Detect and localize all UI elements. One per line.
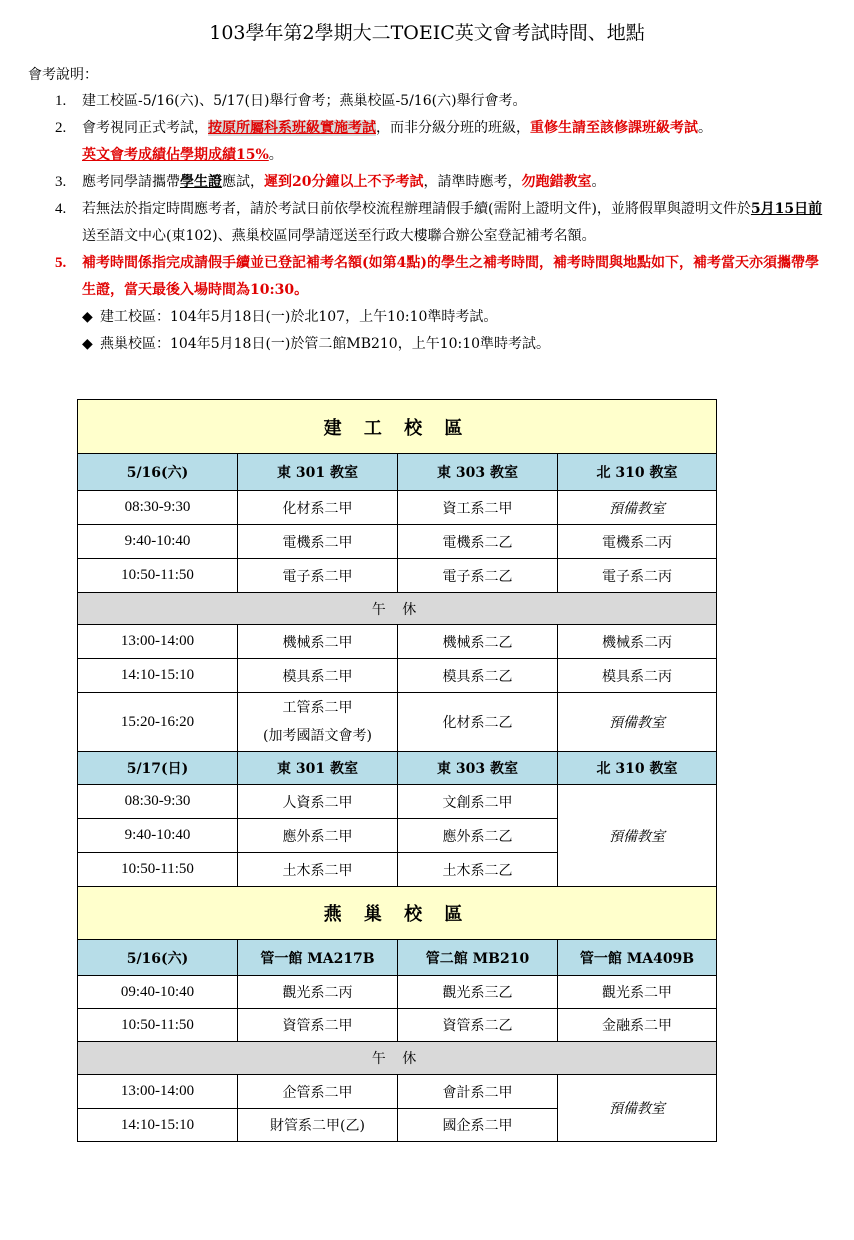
time-cell: 9:40-10:40: [78, 525, 238, 559]
note-number: 2.: [55, 120, 67, 136]
note-3: [55, 169, 825, 196]
note-text: [82, 169, 825, 196]
schedule-table: [77, 399, 717, 1142]
makeup-jiangong: [55, 304, 825, 331]
makeup-text: 燕巢校區：104年5月18日(一)於管二館MB210，上午10:10準時考試。: [100, 336, 551, 352]
class-cell: 機械系二乙: [398, 625, 558, 659]
note-4: [55, 196, 825, 250]
room-header: 管一館 MA217B: [238, 940, 398, 976]
table-row: [78, 976, 717, 1009]
class-cell: 電子系二甲: [238, 559, 398, 593]
class-cell: 模具系二甲: [238, 659, 398, 693]
time-cell: 08:30-9:30: [78, 491, 238, 525]
header-row: [78, 752, 717, 785]
class-cell: 資管系二乙: [398, 1009, 558, 1042]
time-cell: 13:00-14:00: [78, 625, 238, 659]
note-emphasis: 遲到20分鐘以上不予考試: [264, 174, 424, 190]
intro-label: 會考說明：: [28, 67, 98, 83]
spare-room-cell: 預備教室: [558, 1075, 717, 1142]
table-row: [78, 491, 717, 525]
class-cell: 模具系二乙: [398, 659, 558, 693]
table-row: [78, 659, 717, 693]
date-header: 5/16(六): [78, 454, 238, 491]
class-cell: 企管系二甲: [238, 1075, 398, 1109]
room-header: 東 303 教室: [398, 454, 558, 491]
note-text: [82, 115, 825, 169]
note-segment: ，請準時應考，: [423, 174, 522, 190]
diamond-bullet-icon: ◆: [82, 309, 93, 325]
time-cell: 09:40-10:40: [78, 976, 238, 1009]
class-cell: 國企系二甲: [398, 1109, 558, 1142]
room-header: 東 301 教室: [238, 454, 398, 491]
date-header: 5/17(日): [78, 752, 238, 785]
class-cell: 預備教室: [558, 491, 717, 525]
time-cell: 14:10-15:10: [78, 659, 238, 693]
header-row: [78, 454, 717, 491]
class-cell: 文創系二甲: [398, 785, 558, 819]
class-cell: 化材系二乙: [398, 693, 558, 752]
class-cell: 應外系二乙: [398, 819, 558, 853]
page-title: 103學年第2學期大二TOEIC英文會考試時間、地點: [209, 22, 645, 44]
class-cell: 電子系二乙: [398, 559, 558, 593]
note-text: 建工校區-5/16(六)、5/17(日)舉行會考；燕巢校區-5/16(六)舉行會考。: [82, 93, 527, 109]
time-cell: 10:50-11:50: [78, 853, 238, 887]
note-segment: 。: [698, 120, 712, 136]
note-number: 3.: [55, 174, 67, 190]
lunch-label: 午 休: [78, 1042, 717, 1075]
room-header: 管二館 MB210: [398, 940, 558, 976]
note-number: 4.: [55, 201, 67, 217]
campus-title: 燕 巢 校 區: [78, 887, 717, 940]
class-cell: 人資系二甲: [238, 785, 398, 819]
lunch-row: [78, 593, 717, 625]
note-segment: 。: [591, 174, 606, 190]
time-cell: 9:40-10:40: [78, 819, 238, 853]
class-cell: 資工系二甲: [398, 491, 558, 525]
time-cell: 14:10-15:10: [78, 1109, 238, 1142]
date-header: 5/16(六): [78, 940, 238, 976]
table-row: [78, 1009, 717, 1042]
time-cell: 10:50-11:50: [78, 1009, 238, 1042]
note-segment: 應試，: [222, 174, 264, 190]
note-segment: 送至語文中心(東102)、燕巢校區同學請逕送至行政大樓聯合辦公室登記補考名額。: [82, 228, 596, 244]
note-segment: 應考同學請攜帶: [82, 174, 180, 190]
class-cell: 化材系二甲: [238, 491, 398, 525]
table-row: [78, 785, 717, 819]
note-text: [82, 196, 825, 250]
class-cell: 資管系二甲: [238, 1009, 398, 1042]
note-emphasis: 勿跑錯教室: [521, 174, 592, 190]
note-emphasis: 按原所屬科系班級實施考試: [208, 120, 376, 136]
class-cell: 土木系二甲: [238, 853, 398, 887]
table-row: [78, 625, 717, 659]
class-cell: 觀光系二丙: [238, 976, 398, 1009]
class-cell: 觀光系二甲: [558, 976, 717, 1009]
lunch-row: [78, 1042, 717, 1075]
note-2: [55, 115, 825, 169]
note-number: 1.: [55, 93, 67, 109]
class-cell: 模具系二丙: [558, 659, 717, 693]
makeup-yanchao: [55, 331, 825, 358]
note-number: 5.: [55, 255, 67, 271]
class-cell: [238, 693, 398, 752]
note-emphasis: 學生證: [180, 174, 222, 190]
room-header: 東 303 教室: [398, 752, 558, 785]
time-cell: 10:50-11:50: [78, 559, 238, 593]
class-cell: 電子系二丙: [558, 559, 717, 593]
room-header: 管一館 MA409B: [558, 940, 717, 976]
time-cell: 13:00-14:00: [78, 1075, 238, 1109]
class-name: 工管系二甲: [282, 700, 353, 716]
class-cell: 預備教室: [558, 693, 717, 752]
campus-title: 建 工 校 區: [78, 400, 717, 454]
note-emphasis: 英文會考成績佔學期成績15%: [82, 147, 269, 163]
class-note: (加考國語文會考): [263, 728, 372, 744]
class-cell: 土木系二乙: [398, 853, 558, 887]
note-emphasis: 5月15日前: [750, 201, 823, 217]
campus-header-yanchao: [78, 887, 717, 940]
header-row: [78, 940, 717, 976]
makeup-text: 建工校區：104年5月18日(一)於北107，上午10:10準時考試。: [100, 309, 498, 325]
class-cell: 電機系二甲: [238, 525, 398, 559]
time-cell: 15:20-16:20: [78, 693, 238, 752]
notes-list: [55, 88, 825, 358]
note-emphasis: 重修生請至該修課班級考試: [530, 120, 698, 136]
spare-room-cell: 預備教室: [558, 785, 717, 887]
time-cell: 08:30-9:30: [78, 785, 238, 819]
class-cell: 金融系二甲: [558, 1009, 717, 1042]
table-row: [78, 559, 717, 593]
class-cell: 財管系二甲(乙): [238, 1109, 398, 1142]
note-segment: 會考視同正式考試，: [82, 120, 208, 136]
class-cell: 觀光系三乙: [398, 976, 558, 1009]
note-segment: 若無法於指定時間應考者，請於考試日前依學校流程辦理請假手續(需附上證明文件)，並將假單與證明文件於: [82, 201, 751, 217]
table-row: [78, 525, 717, 559]
diamond-bullet-icon: ◆: [82, 336, 93, 352]
class-cell: 機械系二丙: [558, 625, 717, 659]
lunch-label: 午 休: [78, 593, 717, 625]
class-cell: 電機系二乙: [398, 525, 558, 559]
table-row: [78, 1075, 717, 1109]
class-cell: 會計系二甲: [398, 1075, 558, 1109]
room-header: 東 301 教室: [238, 752, 398, 785]
campus-header-jiangong: [78, 400, 717, 454]
note-1: [55, 88, 825, 115]
note-5: [55, 250, 825, 304]
room-header: 北 310 教室: [558, 454, 717, 491]
note-text: 補考時間係指完成請假手續並已登記補考名額(如第4點)的學生之補考時間，補考時間與地點如下，補考當天亦須攜帶學生證，當天最後入場時間為10:30。: [82, 255, 819, 298]
class-cell: 機械系二甲: [238, 625, 398, 659]
class-cell: 應外系二甲: [238, 819, 398, 853]
table-row: [78, 693, 717, 752]
class-cell: 電機系二丙: [558, 525, 717, 559]
room-header: 北 310 教室: [558, 752, 717, 785]
note-segment: ，而非分級分班的班級，: [376, 120, 530, 136]
note-segment: 。: [268, 147, 283, 163]
